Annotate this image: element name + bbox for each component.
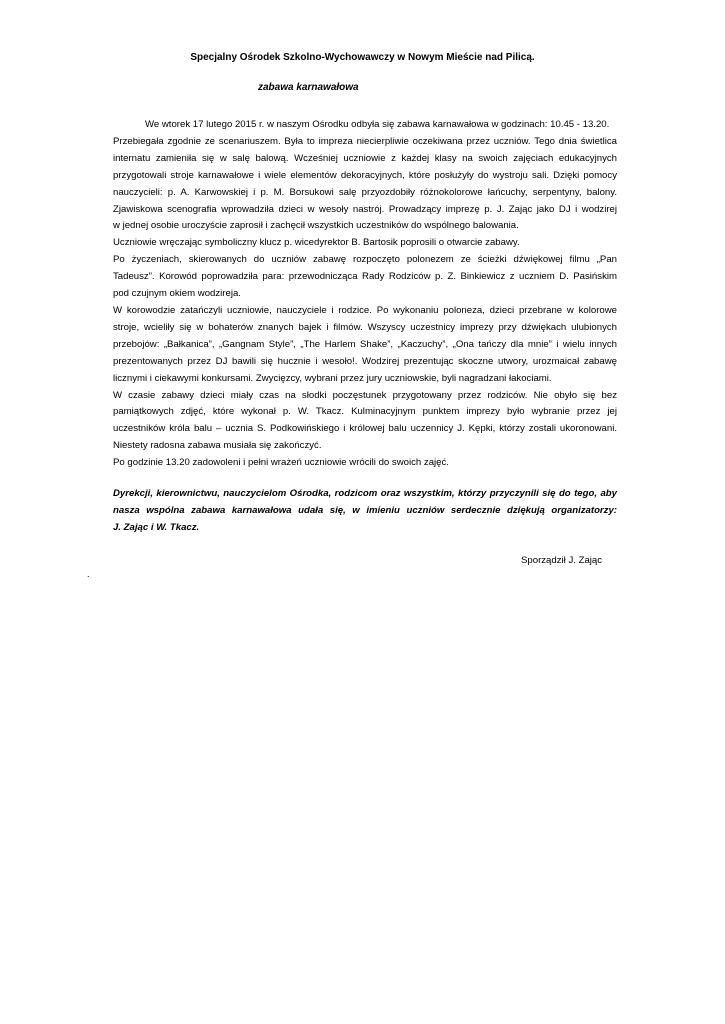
document-subtitle: zabawa karnawałowa bbox=[258, 82, 359, 93]
body-line: Niestety radosna zabawa musiała się zakończyć. bbox=[113, 440, 322, 452]
body-line: licznymi i ciekawymi konkursami. Zwycięzcy, wybrani przez jury uczniowskie, byli nagradzani łakociami. bbox=[113, 372, 552, 384]
thanks-line: nasza wspólna zabawa karnawałowa udała się, w imieniu uczniów serdecznie dziękują organizatorzy: bbox=[113, 505, 617, 516]
body-line: Przebiegała zgodnie ze scenariuszem. Była to impreza niecierpliwie oczekiwana przez uczniów. Tego dnia świetlica bbox=[113, 135, 617, 147]
body-line: Tadeusz”. Korowód poprowadziła para: przewodnicząca Rady Rodziców p. Z. Binkiewicz z uczniem D. Pasińskim bbox=[113, 271, 617, 283]
body-line: pamiątkowych zdjęć, które wykonał p. W. Tkacz. Kulminacyjnym punktem imprezy było wybranie przez jej bbox=[113, 406, 617, 418]
body-line: nauczycieli: p. A. Karwowskiej i p. M. Borsukowi salę przyozdobiły różnokolorowe łańcuchy, serpentyny, balony. bbox=[113, 186, 617, 198]
body-line: W korowodzie zatańczyli uczniowie, nauczyciele i rodzice. Po wykonaniu poloneza, dzieci przebrane w kolorowe bbox=[113, 304, 617, 316]
article-body bbox=[113, 117, 617, 472]
body-line: w jednej osobie uroczyście zaprosił i zachęcił wszystkich uczestników do wspólnego balowania. bbox=[113, 220, 519, 232]
body-line: internatu zamieniła się w salę balową. Wcześniej uczniowie z każdej klasy na swoich zajęciach edukacyjnych bbox=[113, 152, 617, 164]
thanks-line: Dyrekcji, kierownictwu, nauczycielom Ośrodka, rodzicom oraz wszystkim, którzy przyczynili się do tego, aby bbox=[113, 488, 617, 499]
body-line: Po godzinie 13.20 zadowoleni i pełni wrażeń uczniowie wrócili do swoich zajęć. bbox=[113, 457, 449, 469]
body-line: uczestników króla balu – ucznia S. Podkowińskiego i królowej balu uczennicy J. Kępki, którzy zostali ukoronowani. bbox=[113, 423, 617, 435]
signature: Sporządził J. Zając bbox=[521, 555, 603, 566]
thanks-line: J. Zając i W. Tkacz. bbox=[113, 522, 200, 533]
body-line: Zjawiskowa scenografia wprowadziła dzieci w wesoły nastrój. Prowadzący imprezę p. J. Zając jako DJ i wodzirej bbox=[113, 203, 617, 215]
body-line: pod czujnym okiem wodzireja. bbox=[113, 288, 241, 300]
body-line: We wtorek 17 lutego 2015 r. w naszym Ośrodku odbyła się zabawa karnawałowa w godzinach: 10.45 - 13.20. bbox=[145, 119, 610, 130]
body-line: Uczniowie wręczając symboliczny klucz p. wicedyrektor B. Bartosik poprosili o otwarcie zabawy. bbox=[113, 237, 520, 249]
body-line: przygotowali stroje karnawałowe i wiele elementów dekoracyjnych, które posłużyły do wystroju sali. Dzięki pomocy bbox=[113, 169, 617, 181]
body-line: Po życzeniach, skierowanych do uczniów zabawę rozpoczęto polonezem ze ścieżki dźwiękowej filmu „Pan bbox=[113, 254, 617, 266]
body-line: stroje, wcieliły się w bohaterów znanych bajek i filmów. Wszyscy uczestnicy imprezy przy dźwiękach ulubionych bbox=[113, 321, 617, 333]
body-line: prezentowanych przez DJ bawili się hucznie i wesoło!. Wodzirej prezentując skoczne utwory, urozmaicał zabawę bbox=[113, 355, 617, 367]
thanks-paragraph bbox=[113, 485, 617, 536]
body-line: przebojów: „Bałkanica”, „Gangnam Style”, „The Harlem Shake”, „Kaczuchy”, „Ona tańczy dla mnie” i wielu innych bbox=[113, 338, 617, 350]
body-line: W czasie zabawy dzieci miały czas na słodki poczęstunek przygotowany przez rodziców. Nie obyło się bez bbox=[113, 389, 617, 401]
document-header: Specjalny Ośrodek Szkolno-Wychowawczy w Nowym Mieście nad Pilicą. bbox=[190, 52, 535, 63]
stray-mark: . bbox=[87, 569, 90, 579]
